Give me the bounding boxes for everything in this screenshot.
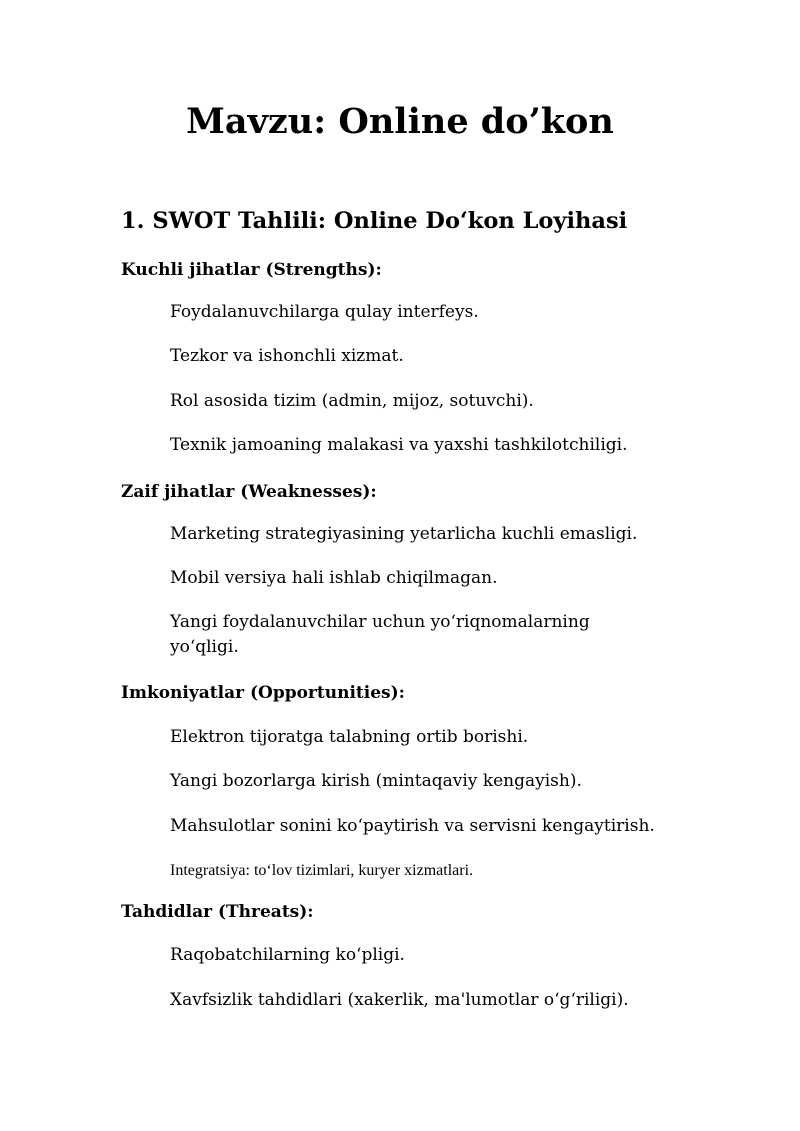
- opportunities-item: Mahsulotlar sonini ko‘paytirish va servisni kengaytirish.: [170, 816, 655, 836]
- weaknesses-heading: Zaif jihatlar (Weaknesses):: [121, 482, 377, 502]
- threats-item: Xavfsizlik tahdidlari (xakerlik, ma'lumotlar o‘g‘riligi).: [170, 990, 629, 1010]
- strengths-item: Tezkor va ishonchli xizmat.: [170, 346, 404, 366]
- strengths-item: Foydalanuvchilarga qulay interfeys.: [170, 302, 479, 322]
- strengths-item: Texnik jamoaning malakasi va yaxshi tashkilotchiligi.: [170, 435, 628, 455]
- page-title: Mavzu: Online do’kon: [186, 101, 614, 142]
- opportunities-heading: Imkoniyatlar (Opportunities):: [121, 683, 405, 703]
- section-heading: 1. SWOT Tahlili: Online Do‘kon Loyihasi: [121, 208, 628, 234]
- opportunities-item: Elektron tijoratga talabning ortib borishi.: [170, 727, 529, 747]
- weaknesses-item: Marketing strategiyasining yetarlicha kuchli emasligi.: [170, 524, 638, 544]
- strengths-heading: Kuchli jihatlar (Strengths):: [121, 260, 382, 280]
- threats-heading: Tahdidlar (Threats):: [121, 902, 314, 922]
- weaknesses-item: Yangi foydalanuvchilar uchun yo‘riqnomalarning yo‘qligi.: [170, 612, 590, 657]
- strengths-item: Rol asosida tizim (admin, mijoz, sotuvchi).: [170, 391, 534, 411]
- threats-item: Raqobatchilarning ko‘pligi.: [170, 945, 405, 965]
- opportunities-item: Yangi bozorlarga kirish (mintaqaviy kengayish).: [170, 771, 582, 791]
- weaknesses-item: Mobil versiya hali ishlab chiqilmagan.: [170, 568, 498, 588]
- opportunities-item: Integratsiya: to‘lov tizimlari, kuryer xizmatlari.: [170, 862, 474, 879]
